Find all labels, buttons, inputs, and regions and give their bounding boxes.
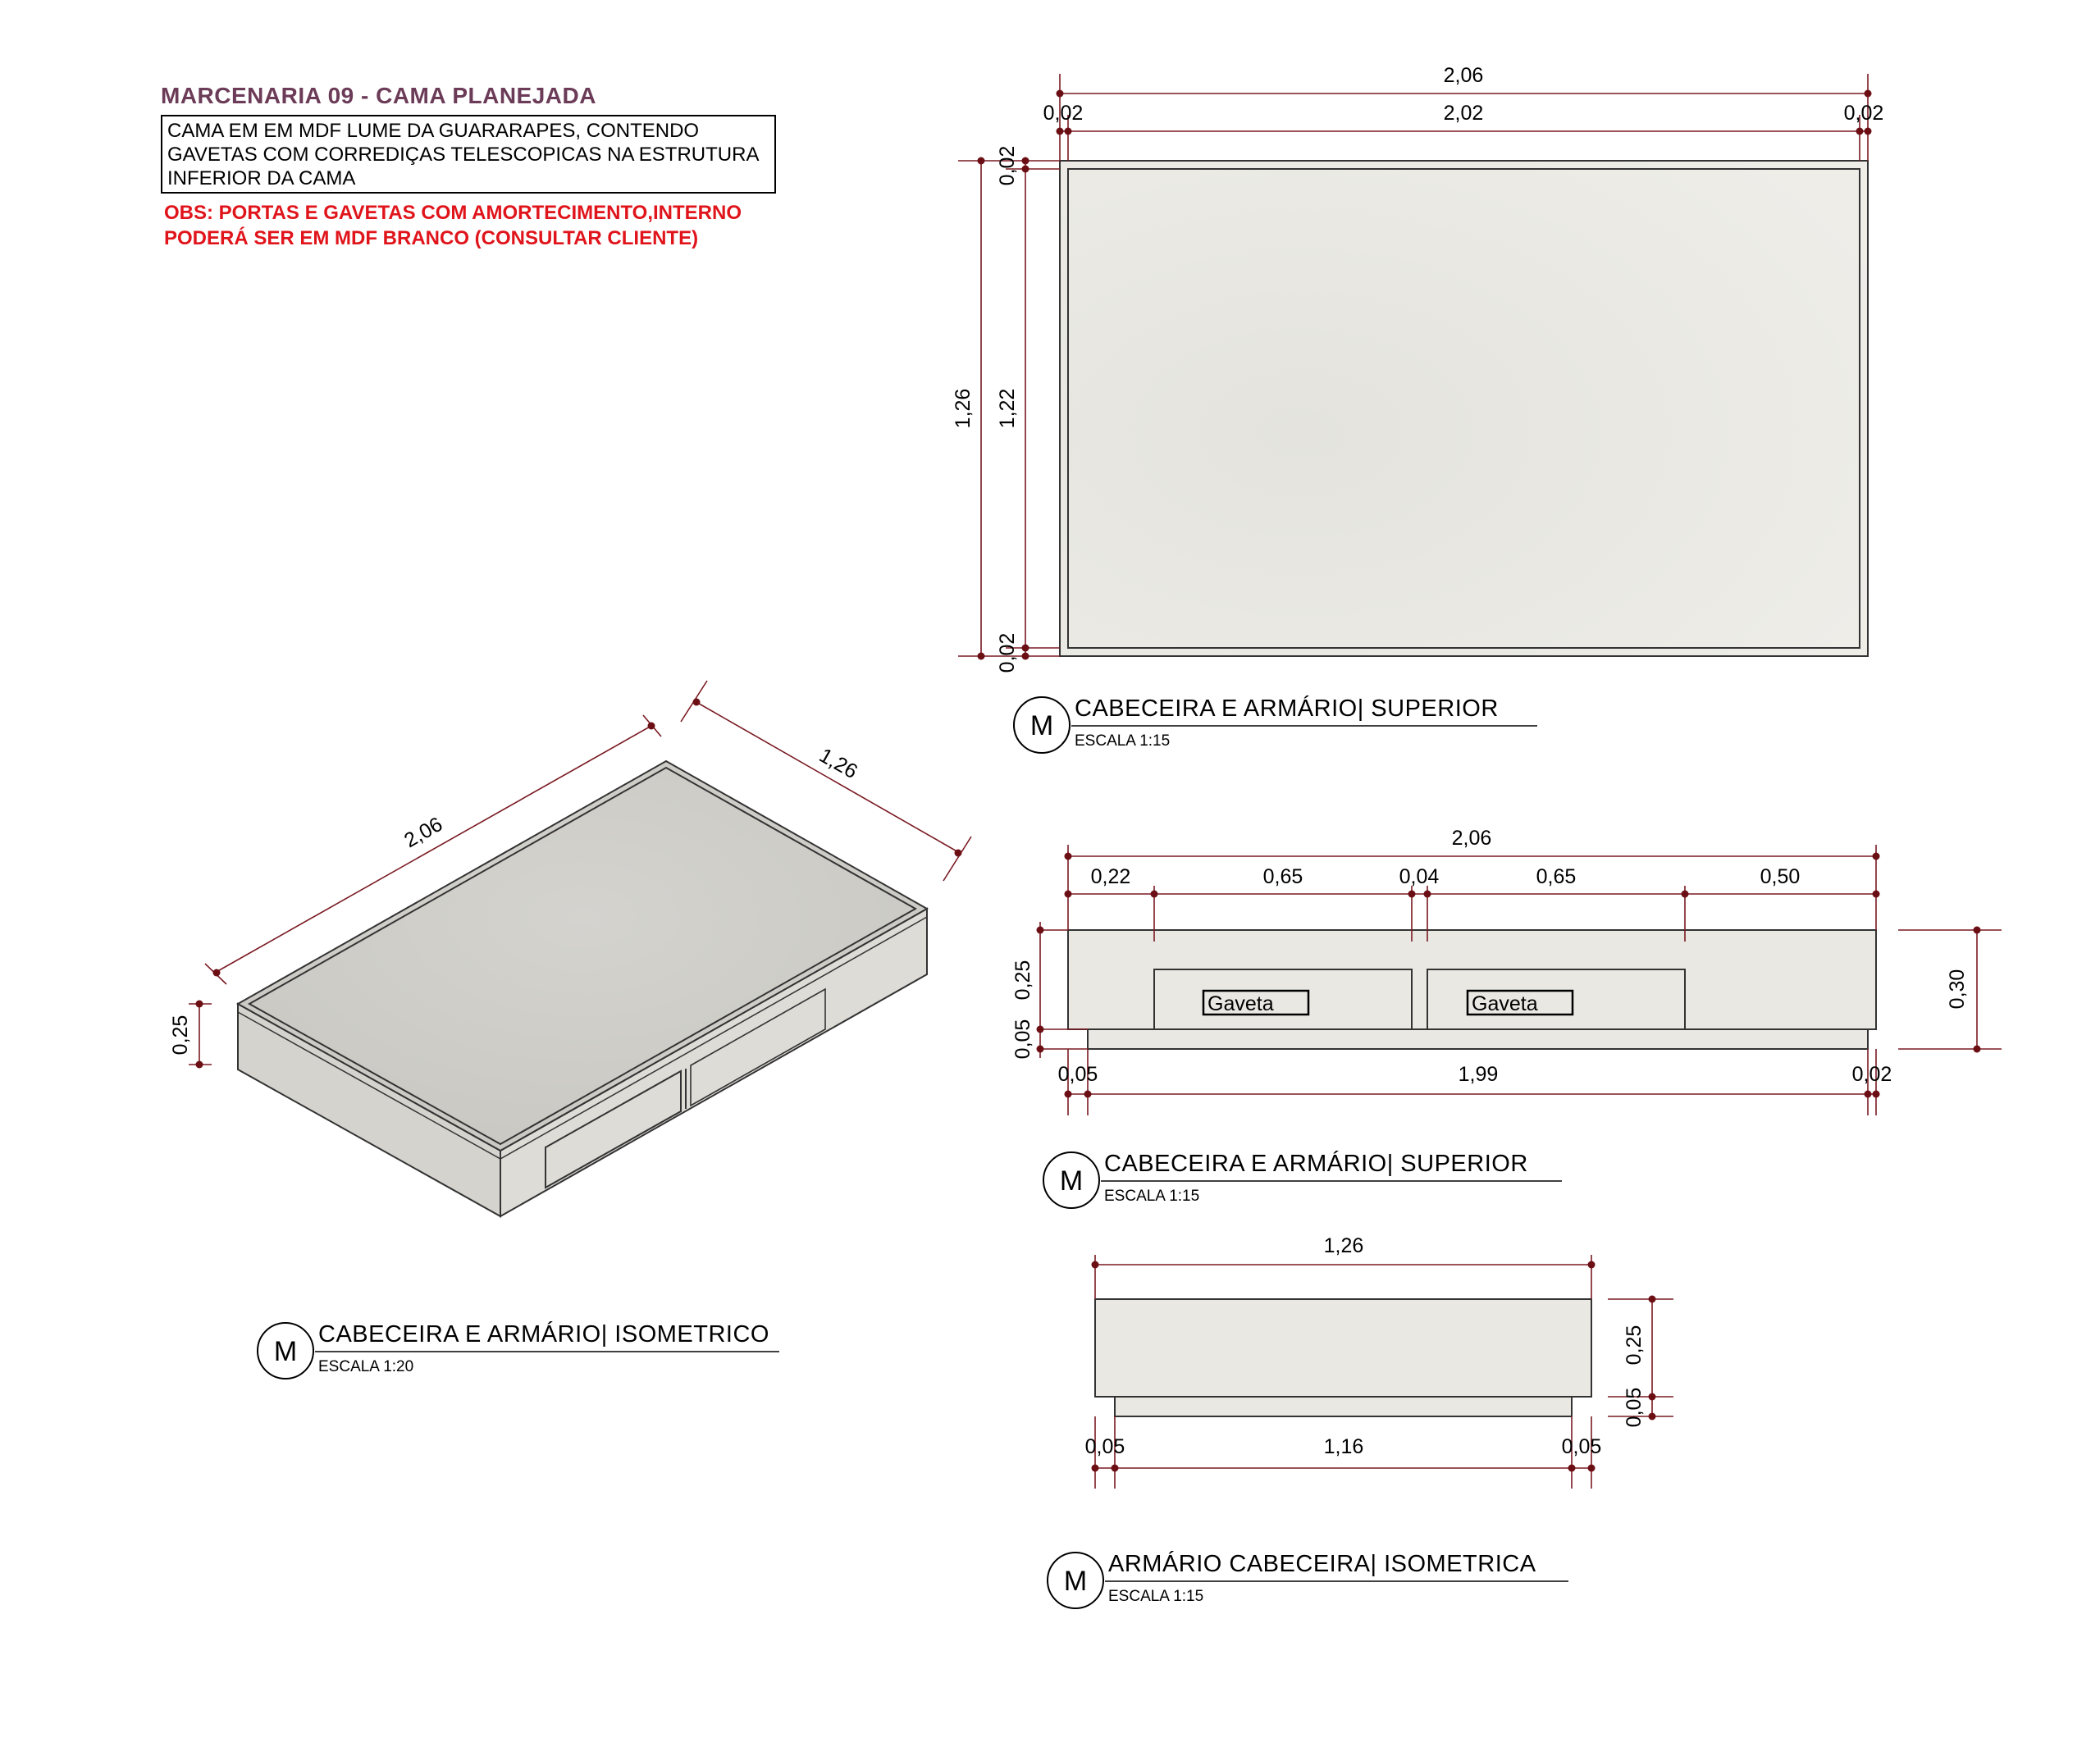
front-dim-base-left: 0,05 xyxy=(1057,1063,1098,1086)
top-dim-side-bottom: 0,02 xyxy=(996,632,1019,673)
front-dim-seg-4: 0,65 xyxy=(1536,865,1577,888)
front-view xyxy=(1011,827,2002,1208)
description-line-2: GAVETAS COM CORREDIÇAS TELESCOPICAS NA ESTRUTURA xyxy=(167,144,760,166)
side-view xyxy=(1048,1234,1673,1608)
top-view-outer-panel xyxy=(1060,161,1868,656)
top-view-scale: ESCALA 1:15 xyxy=(1075,732,1171,750)
observation-line-1: OBS: PORTAS E GAVETAS COM AMORTECIMENTO,INTERNO xyxy=(164,202,742,224)
side-view-title: ARMÁRIO CABECEIRA| ISOMETRICA xyxy=(1108,1551,1536,1577)
top-view xyxy=(952,64,1883,753)
iso-view-marker-letter: M xyxy=(273,1336,298,1367)
sheet-title: MARCENARIA 09 - CAMA PLANEJADA xyxy=(161,83,596,108)
top-view-title: CABECEIRA E ARMÁRIO| SUPERIOR xyxy=(1075,695,1499,722)
top-dim-overall-depth: 1,26 xyxy=(952,388,975,429)
side-dim-base-right: 0,05 xyxy=(1561,1435,1602,1458)
side-view-base xyxy=(1115,1397,1572,1416)
observation-line-2: PODERÁ SER EM MDF BRANCO (CONSULTAR CLIENTE) xyxy=(164,227,699,249)
front-view-marker-letter: M xyxy=(1059,1165,1084,1197)
front-dim-seg-3: 0,04 xyxy=(1399,865,1440,888)
description-line-3: INFERIOR DA CAMA xyxy=(167,167,356,189)
side-view-scale: ESCALA 1:15 xyxy=(1108,1588,1204,1605)
side-dim-base-width: 1,16 xyxy=(1323,1435,1364,1458)
top-dim-inner-depth: 1,22 xyxy=(996,388,1019,429)
front-view-base xyxy=(1088,1029,1868,1049)
front-dim-height-body: 0,25 xyxy=(1011,960,1034,1001)
side-view-marker-letter: M xyxy=(1063,1566,1088,1597)
top-view-marker-letter: M xyxy=(1029,710,1054,741)
iso-dim-depth: 1,26 xyxy=(815,743,862,784)
front-view-scale: ESCALA 1:15 xyxy=(1104,1188,1200,1205)
iso-view-title: CABECEIRA E ARMÁRIO| ISOMETRICO xyxy=(318,1321,769,1348)
top-dim-inner-width: 2,02 xyxy=(1443,102,1484,125)
side-dim-base-left: 0,05 xyxy=(1084,1435,1125,1458)
top-dim-side-left: 0,02 xyxy=(1043,102,1084,125)
front-dim-overall-width: 2,06 xyxy=(1451,827,1492,850)
front-dim-base-right: 0,02 xyxy=(1851,1063,1892,1086)
front-drawer-label-1: Gaveta xyxy=(1208,992,1274,1015)
side-view-body xyxy=(1095,1299,1591,1397)
top-dim-side-top: 0,02 xyxy=(996,145,1019,186)
side-dim-height-body: 0,25 xyxy=(1623,1325,1646,1366)
description-line-1: CAMA EM EM MDF LUME DA GUARARAPES, CONTENDO xyxy=(167,120,700,142)
iso-dim-height: 0,25 xyxy=(169,1015,192,1056)
side-dim-overall-width: 1,26 xyxy=(1323,1234,1364,1257)
front-view-title: CABECEIRA E ARMÁRIO| SUPERIOR xyxy=(1104,1151,1528,1177)
iso-view xyxy=(169,681,971,1379)
top-dim-side-right: 0,02 xyxy=(1843,102,1884,125)
front-dim-height-total: 0,30 xyxy=(1946,969,1969,1010)
side-dim-height-base: 0,05 xyxy=(1623,1387,1646,1428)
front-drawer-label-2: Gaveta xyxy=(1472,992,1538,1015)
front-dim-base-width: 1,99 xyxy=(1458,1063,1499,1086)
front-dim-seg-1: 0,22 xyxy=(1090,865,1131,888)
iso-view-scale: ESCALA 1:20 xyxy=(318,1358,414,1375)
iso-dim-length: 2,06 xyxy=(399,812,447,853)
front-dim-height-base: 0,05 xyxy=(1011,1019,1034,1060)
top-dim-overall-width: 2,06 xyxy=(1443,64,1484,87)
front-dim-seg-5: 0,50 xyxy=(1760,865,1801,888)
front-dim-seg-2: 0,65 xyxy=(1262,865,1303,888)
